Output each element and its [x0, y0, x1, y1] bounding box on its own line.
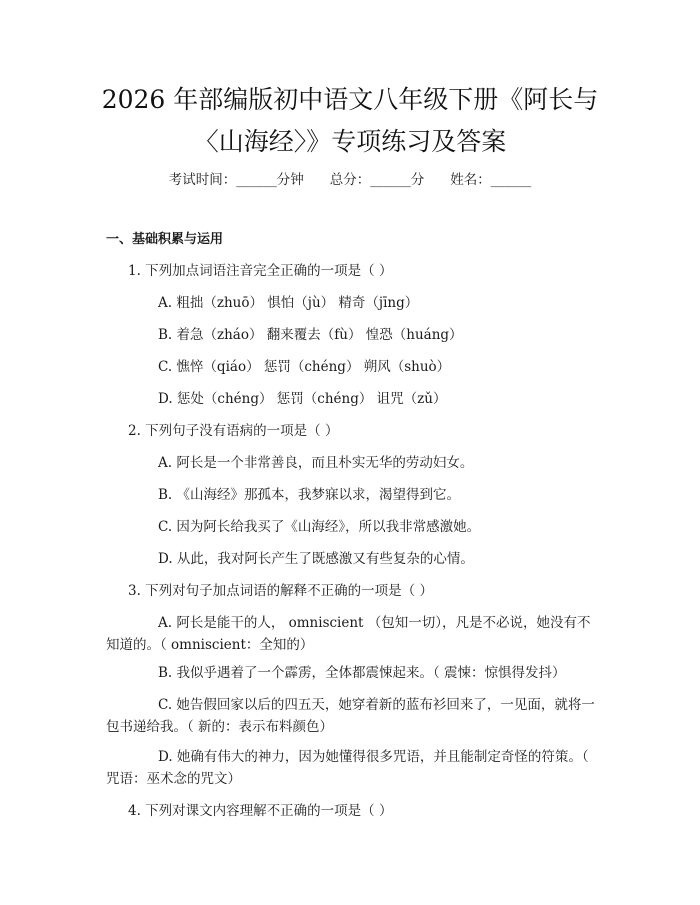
question-3-option-a [106, 612, 596, 656]
student-name: 姓名：______ [450, 172, 532, 188]
question-2-stem: 2. 下列句子没有语病的一项是（ ） [128, 423, 339, 439]
question-3-option-c-text: C. 她告假回家以后的四五天，她穿着新的蓝布衫回来了，一见面，就将一包书递给我。（ 新的：表示布料颜色） [106, 697, 595, 735]
question-3-option-a-text: A. 阿长是能干的人， omniscient （包知一切），凡是不必说，她没有不知道的。（ omniscient：全知的） [106, 615, 591, 653]
question-3-option-d-text: D. 她确有伟大的神力，因为她懂得很多咒语，并且能制定奇怪的符策。（ 咒语：巫术念的咒文） [106, 749, 589, 787]
question-2-option-d: D. 从此，我对阿长产生了既感激又有些复杂的心情。 [158, 551, 474, 567]
section-heading: 一、基础积累与运用 [106, 232, 224, 247]
question-3-option-c [106, 694, 596, 738]
question-2-option-b: B. 《山海经》那孤本，我梦寐以求，渴望得到它。 [158, 487, 461, 503]
question-1-option-a: A. 粗拙（zhuō） 惧怕（jù） 精奇（jīng） [158, 295, 419, 311]
question-1-stem: 1. 下列加点词语注音完全正确的一项是（ ） [128, 263, 393, 279]
question-1-option-c: C. 憔悴（qiáo） 惩罚（chéng） 朔风（shuò） [158, 359, 451, 375]
question-4-stem: 4. 下列对课文内容理解不正确的一项是（ ） [128, 803, 393, 819]
exam-meta [0, 170, 700, 190]
question-1-option-b: B. 着急（zháo） 翻来覆去（fù） 惶恐（huáng） [158, 327, 463, 343]
question-3-stem: 3. 下列对句子加点词语的解释不正确的一项是（ ） [128, 583, 433, 599]
exam-time: 考试时间：______分钟 [168, 172, 304, 188]
question-2-option-c: C. 因为阿长给我买了《山海经》，所以我非常感激她。 [158, 519, 481, 535]
total-score: 总分：______分 [329, 172, 425, 188]
question-1-option-d: D. 惩处（chéng） 惩罚（chéng） 诅咒（zǔ） [158, 391, 447, 407]
title-line-2: 〈山海经〉》专项练习及答案 [193, 127, 507, 156]
question-3-option-b [106, 662, 596, 684]
question-3-option-b-text: B. 我似乎遇着了一个霹雳，全体都震悚起来。（ 震悚：惊惧得发抖） [158, 665, 566, 681]
question-2-option-a: A. 阿长是一个非常善良，而且朴实无华的劳动妇女。 [158, 455, 474, 471]
question-3-option-d [106, 746, 596, 790]
title-line-1: 2026 年部编版初中语文八年级下册《阿长与 [101, 85, 599, 114]
